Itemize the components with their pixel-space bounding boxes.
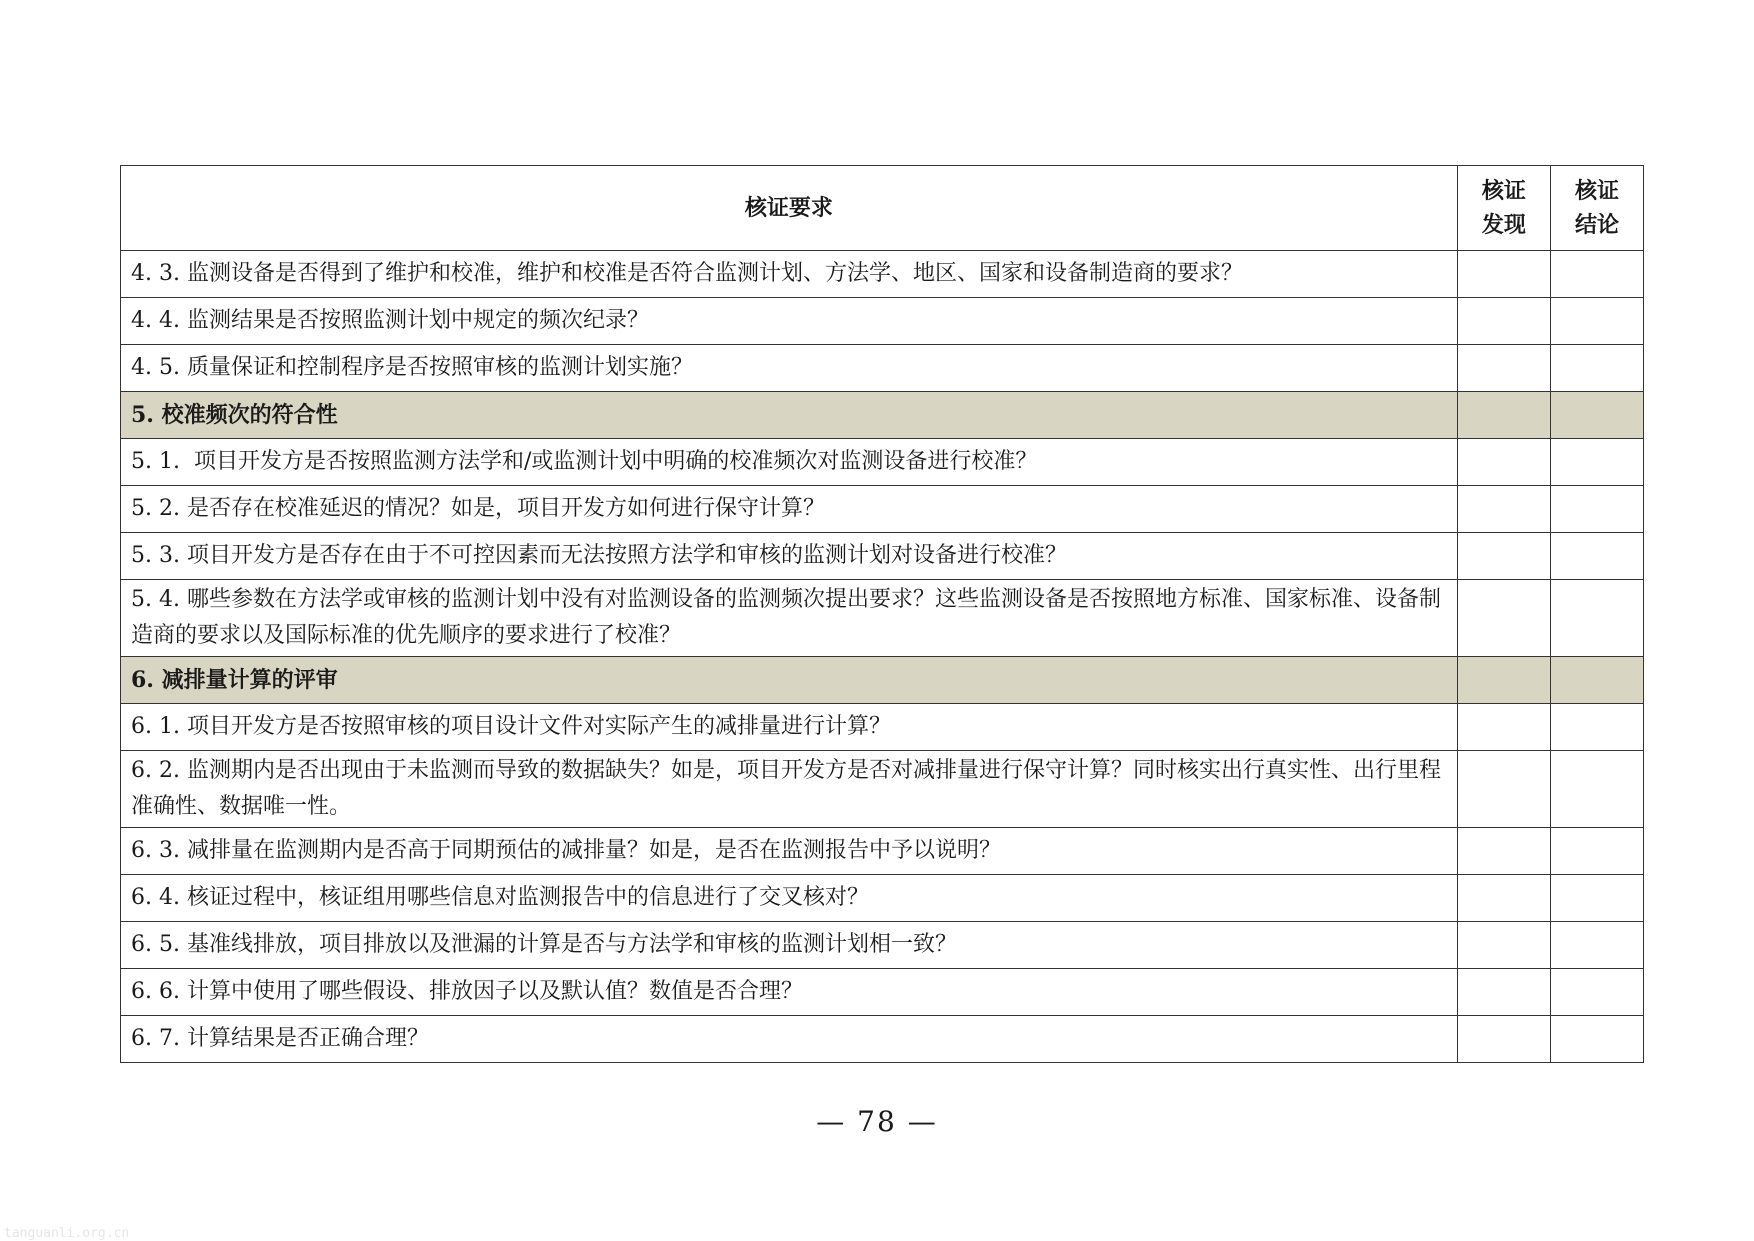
finding-cell[interactable] — [1457, 1016, 1550, 1063]
table-row — [121, 751, 1644, 828]
requirement-cell: 6. 4. 核证过程中，核证组用哪些信息对监测报告中的信息进行了交叉核对？ — [121, 875, 1458, 922]
finding-cell[interactable] — [1457, 969, 1550, 1016]
table-row — [121, 580, 1644, 657]
requirement-cell: 4. 3. 监测设备是否得到了维护和校准，维护和校准是否符合监测计划、方法学、地区、国家和设备制造商的要求？ — [121, 251, 1458, 298]
requirement-cell: 5. 1. 项目开发方是否按照监测方法学和/或监测计划中明确的校准频次对监测设备进行校准？ — [121, 439, 1458, 486]
finding-cell[interactable] — [1457, 704, 1550, 751]
table-row — [121, 298, 1644, 345]
section-conclusion-cell — [1550, 657, 1643, 704]
conclusion-cell[interactable] — [1550, 298, 1643, 345]
requirement-cell: 6. 2. 监测期内是否出现由于未监测而导致的数据缺失？如是，项目开发方是否对减排量进行保守计算？同时核实出行真实性、出行里程准确性、数据唯一性。 — [121, 751, 1458, 828]
conclusion-cell[interactable] — [1550, 345, 1643, 392]
header-finding — [1457, 166, 1550, 251]
table-row — [121, 345, 1644, 392]
finding-cell[interactable] — [1457, 751, 1550, 828]
conclusion-cell[interactable] — [1550, 969, 1643, 1016]
table-row — [121, 828, 1644, 875]
table-row — [121, 439, 1644, 486]
page-number: — 78 — — [816, 1105, 938, 1138]
conclusion-cell[interactable] — [1550, 439, 1643, 486]
conclusion-cell[interactable] — [1550, 580, 1643, 657]
watermark-text: tanguanli.org.cn — [4, 1226, 130, 1241]
finding-cell[interactable] — [1457, 922, 1550, 969]
table-row — [121, 533, 1644, 580]
table-row — [121, 1016, 1644, 1063]
table-row — [121, 704, 1644, 751]
requirement-cell: 5. 4. 哪些参数在方法学或审核的监测计划中没有对监测设备的监测频次提出要求？这些监测设备是否按照地方标准、国家标准、设备制造商的要求以及国际标准的优先顺序的要求进行了校准？ — [121, 580, 1458, 657]
header-requirement: 核证要求 — [121, 166, 1458, 251]
header-finding-text: 核证 发现 — [1481, 178, 1526, 238]
requirement-cell: 4. 5. 质量保证和控制程序是否按照审核的监测计划实施？ — [121, 345, 1458, 392]
table-row — [121, 486, 1644, 533]
header-conclusion — [1550, 166, 1643, 251]
finding-cell[interactable] — [1457, 298, 1550, 345]
section-header-row — [121, 657, 1644, 704]
finding-cell[interactable] — [1457, 251, 1550, 298]
conclusion-cell[interactable] — [1550, 751, 1643, 828]
table-row — [121, 251, 1644, 298]
conclusion-cell[interactable] — [1550, 533, 1643, 580]
section-title: 6. 减排量计算的评审 — [121, 657, 1458, 704]
requirement-cell: 6. 7. 计算结果是否正确合理？ — [121, 1016, 1458, 1063]
requirement-cell: 6. 6. 计算中使用了哪些假设、排放因子以及默认值？数值是否合理？ — [121, 969, 1458, 1016]
section-conclusion-cell — [1550, 392, 1643, 439]
table-header-row — [121, 166, 1644, 251]
conclusion-cell[interactable] — [1550, 875, 1643, 922]
conclusion-cell[interactable] — [1550, 251, 1643, 298]
conclusion-cell[interactable] — [1550, 1016, 1643, 1063]
finding-cell[interactable] — [1457, 828, 1550, 875]
finding-cell[interactable] — [1457, 486, 1550, 533]
section-finding-cell — [1457, 657, 1550, 704]
finding-cell[interactable] — [1457, 875, 1550, 922]
finding-cell[interactable] — [1457, 345, 1550, 392]
verification-checklist-table — [120, 165, 1644, 1063]
requirement-cell: 6. 3. 减排量在监测期内是否高于同期预估的减排量？如是，是否在监测报告中予以说明？ — [121, 828, 1458, 875]
requirement-cell: 6. 1. 项目开发方是否按照审核的项目设计文件对实际产生的减排量进行计算？ — [121, 704, 1458, 751]
conclusion-cell[interactable] — [1550, 704, 1643, 751]
requirement-cell: 4. 4. 监测结果是否按照监测计划中规定的频次纪录？ — [121, 298, 1458, 345]
finding-cell[interactable] — [1457, 533, 1550, 580]
header-conclusion-text: 核证 结论 — [1574, 178, 1619, 238]
conclusion-cell[interactable] — [1550, 828, 1643, 875]
requirement-cell: 5. 2. 是否存在校准延迟的情况？如是，项目开发方如何进行保守计算？ — [121, 486, 1458, 533]
conclusion-cell[interactable] — [1550, 486, 1643, 533]
requirement-cell: 6. 5. 基准线排放，项目排放以及泄漏的计算是否与方法学和审核的监测计划相一致？ — [121, 922, 1458, 969]
section-finding-cell — [1457, 392, 1550, 439]
table-row — [121, 875, 1644, 922]
conclusion-cell[interactable] — [1550, 922, 1643, 969]
finding-cell[interactable] — [1457, 580, 1550, 657]
section-header-row — [121, 392, 1644, 439]
requirement-cell: 5. 3. 项目开发方是否存在由于不可控因素而无法按照方法学和审核的监测计划对设备进行校准？ — [121, 533, 1458, 580]
finding-cell[interactable] — [1457, 439, 1550, 486]
table-row — [121, 922, 1644, 969]
section-title: 5. 校准频次的符合性 — [121, 392, 1458, 439]
table-row — [121, 969, 1644, 1016]
